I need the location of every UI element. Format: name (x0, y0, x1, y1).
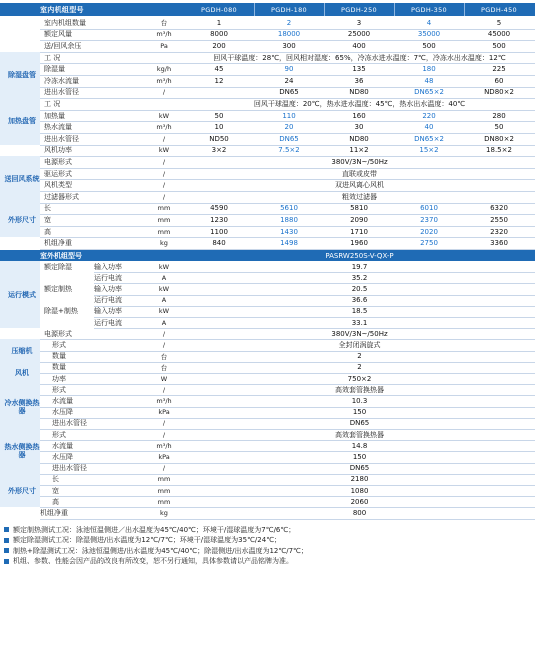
operating-value: 35.2 (351, 273, 368, 282)
operating-metric-label: 运行电流 (94, 318, 122, 327)
row-airflow-value: 8000 (210, 30, 228, 39)
row-airflow-value: 18000 (277, 30, 301, 39)
dehum-condition-label: 工 况 (44, 53, 61, 62)
dims-height-value: 1100 (210, 227, 228, 236)
dehum-flow-unit: m³/h (156, 76, 172, 85)
row-airflow-value: 45000 (487, 30, 511, 39)
cold-hx-flow-label: 水流量 (52, 396, 73, 405)
dehum-pipe-value (184, 87, 254, 99)
operating-mode-label: 额定制热 (44, 284, 72, 293)
outdoor-fan-qty-unit: 台 (160, 363, 168, 372)
operating-row (0, 306, 535, 317)
hot-hx-pipe-value: DN65 (349, 464, 370, 473)
dims-width-value: 2550 (490, 215, 508, 224)
bullet-icon (4, 527, 9, 532)
fan-group-label: 送回风系统 (4, 175, 40, 184)
fan-power-form-label: 电源形式 (44, 157, 72, 166)
heat-flow-value: 10 (214, 123, 224, 132)
row-count-value: 2 (286, 18, 292, 27)
fan-power-value: 15×2 (419, 146, 439, 155)
operating-metric-label: 运行电流 (94, 296, 122, 305)
cold-hx-flow (0, 395, 535, 406)
fan-power-label: 风机功率 (44, 146, 72, 155)
row-airflow-value: 25000 (347, 30, 371, 39)
dehum-pipe-value: DN65×2 (414, 88, 444, 97)
header-separator (254, 3, 255, 16)
indoor-net-weight-value: 3360 (490, 239, 508, 248)
heat-capacity-value: 280 (492, 111, 506, 120)
heat-capacity (0, 110, 535, 122)
compressor-form-value: 全封闭涡旋式 (338, 340, 381, 349)
heat-flow (0, 121, 535, 133)
cold-hx-pipe-value: DN65 (349, 419, 370, 428)
outdoor-power-form-value: 380V/3N~/50Hz (331, 329, 388, 338)
hot-hx-form-label: 形式 (52, 430, 66, 439)
hot-hx-flow-label: 水流量 (52, 441, 73, 450)
hot-hx-pressure-label: 水压降 (52, 452, 73, 461)
footnote-text: 机组、参数、性能会因产品的改良有所改变，恕不另行通知，具体参数请以产品铭牌为准。 (13, 557, 293, 566)
dims-length-label: 长 (44, 204, 51, 213)
model-name: PGDH-350 (410, 5, 447, 14)
dehum-pipe-value: ND80 (349, 88, 369, 97)
compressor-qty (0, 351, 535, 362)
heat-flow-value: 20 (284, 123, 294, 132)
operating-group-label: 运行模式 (8, 290, 36, 299)
heat-condition-label: 工 况 (44, 99, 61, 108)
heat-capacity-value: 220 (422, 111, 436, 120)
heat-condition (0, 98, 535, 110)
operating-metric-label: 输入功率 (94, 284, 122, 293)
heat-capacity-label: 加热量 (44, 111, 65, 120)
cold-hx-group-label: 冷水侧换热器 (4, 398, 40, 415)
fan-drive-form-label: 驱运形式 (44, 169, 72, 178)
row-count-value: 1 (216, 18, 222, 27)
dehum-flow (0, 75, 535, 87)
operating-unit: kW (158, 284, 170, 293)
outdoor-dims-width-unit: mm (157, 486, 171, 495)
outdoor-power-form-unit: / (162, 329, 166, 338)
row-airflow-unit: m³/h (156, 30, 172, 39)
row-airflow-value: 35000 (417, 30, 441, 39)
outdoor-dims-width-value: 1080 (350, 486, 369, 495)
operating-row (0, 283, 535, 294)
dehum-capacity (0, 63, 535, 75)
outdoor-dims-height-value: 2060 (350, 497, 369, 506)
hot-hx-pipe-unit: / (162, 464, 166, 473)
indoor-header-bar (0, 3, 535, 16)
fan-type-value: 双进风离心风机 (335, 181, 384, 190)
indoor-net-weight-value: 2750 (420, 239, 438, 248)
fan-power-value: 11×2 (349, 146, 369, 155)
fan-drive-form-value: 直联或皮带 (342, 169, 377, 178)
header-separator (324, 3, 325, 16)
dehum-capacity-unit: kg/h (156, 65, 172, 74)
footnote (4, 546, 534, 556)
heat-capacity-unit: kW (158, 111, 170, 120)
dims-width-value: 1230 (210, 215, 228, 224)
outdoor-fan-power-label: 功率 (52, 374, 66, 383)
cold-hx-pressure-unit: kPa (158, 408, 170, 417)
outdoor-net-weight-label: 机组净重 (40, 508, 68, 517)
row-pressure-value: 400 (352, 41, 366, 50)
dehum-pipe-value: ND80×2 (484, 88, 514, 97)
compressor-qty-label: 数量 (52, 352, 66, 361)
cold-hx-form-label: 形式 (52, 385, 66, 394)
dehum-pipe-value: DN65 (279, 88, 299, 97)
operating-value: 33.1 (351, 318, 368, 327)
fan-drive-form (0, 168, 535, 180)
dehum-capacity-value: 45 (214, 65, 224, 74)
cold-hx-form-value: 高效套管换热器 (335, 385, 384, 394)
row-airflow-label: 额定风量 (44, 30, 72, 39)
hot-hx-form (0, 429, 535, 440)
dims-height-value: 1430 (280, 227, 298, 236)
dehum-group-label: 除湿盘管 (8, 70, 36, 79)
model-name: PGDH-080 (200, 5, 237, 14)
row-count-value: 5 (496, 18, 502, 27)
fan-type-unit: / (162, 181, 166, 190)
dims-length-value: 5810 (350, 204, 368, 213)
fan-filter-form-label: 过滤器形式 (44, 192, 79, 201)
dims-length-value: 6010 (420, 204, 438, 213)
heat-flow-value: 50 (494, 123, 504, 132)
outdoor-dims-width (0, 485, 535, 496)
dims-height-label: 高 (44, 227, 51, 236)
outdoor-header-label: 室外机组型号 (40, 251, 82, 260)
footnote (4, 535, 534, 545)
operating-metric-label: 输入功率 (94, 307, 122, 316)
heat-pipe-unit: / (162, 134, 166, 143)
hot-hx-pressure (0, 451, 535, 462)
model-name: PGDH-250 (340, 5, 377, 14)
row-pressure-unit: Pa (160, 41, 168, 50)
operating-unit: A (161, 296, 167, 305)
indoor-net-weight-value: 840 (212, 239, 226, 248)
hot-hx-pressure-value: 150 (352, 452, 367, 461)
hot-hx-form-value: 高效套管换热器 (335, 430, 384, 439)
operating-unit: A (161, 318, 167, 327)
outdoor-fan-qty (0, 362, 535, 373)
compressor-group-label: 压缩机 (11, 346, 33, 355)
cold-hx-pressure-label: 水压降 (52, 408, 73, 417)
header-separator (394, 3, 395, 16)
hot-hx-flow (0, 440, 535, 451)
cold-hx-pipe-unit: / (162, 419, 166, 428)
fan-type (0, 179, 535, 191)
row-divider (40, 519, 535, 520)
footnote-text: 制热+除湿测试工况：泳池恒温侧进/出水温度为45℃/40℃；除湿侧进/出水温度为12℃/7℃； (13, 546, 308, 555)
outdoor-power-form (0, 328, 535, 339)
fan-power-value: 7.5×2 (278, 146, 300, 155)
dims-height-value: 1710 (350, 227, 368, 236)
operating-unit: kW (158, 262, 170, 271)
row-pressure-value: 500 (492, 41, 506, 50)
outdoor-fan-group-label: 风机 (15, 368, 29, 377)
dims-height-value: 2320 (490, 227, 508, 236)
operating-value: 18.5 (351, 307, 368, 316)
bullet-icon (4, 559, 9, 564)
dehum-condition (0, 52, 535, 64)
indoor-net-weight-value: 1498 (280, 239, 298, 248)
fan-filter-form-unit: / (162, 192, 166, 201)
fan-power (0, 145, 535, 157)
dims-width (0, 214, 535, 226)
hot-hx-flow-value: 14.8 (351, 441, 368, 450)
outdoor-dims-height (0, 496, 535, 507)
fan-power-value: 3×2 (211, 146, 227, 155)
hot-hx-pipe-label: 进出水管径 (52, 464, 87, 473)
dehum-flow-value: 60 (494, 76, 504, 85)
heat-pipe-value: DN65×2 (414, 134, 444, 143)
heat-group-label: 加热盘管 (8, 117, 36, 126)
model-name: PGDH-450 (480, 5, 517, 14)
dims-height-value: 2020 (420, 227, 438, 236)
row-count-value: 4 (426, 18, 432, 27)
fan-filter-form (0, 191, 535, 203)
fan-type-label: 风机类型 (44, 181, 72, 190)
indoor-net-weight-label: 机组净重 (44, 239, 72, 248)
heat-capacity-value: 110 (282, 111, 296, 120)
heat-pipe-value: DN80×2 (484, 134, 514, 143)
dims-length-value: 4590 (210, 204, 228, 213)
indoor-net-weight-unit: kg (160, 239, 168, 248)
outdoor-fan-qty-label: 数量 (52, 363, 66, 372)
operating-value: 19.7 (351, 262, 368, 271)
footnote-text: 额定除湿测试工况：除湿侧进/出水温度为12℃/7℃；环境干/湿球温度为35℃/24℃； (13, 536, 282, 545)
operating-unit: A (161, 273, 167, 282)
model-name: PGDH-180 (270, 5, 307, 14)
dims-length-unit: mm (157, 204, 171, 213)
dehum-capacity-value: 180 (422, 65, 436, 74)
bullet-icon (4, 548, 9, 553)
dims-width-value: 2090 (350, 215, 368, 224)
row-pressure-value: 500 (422, 41, 436, 50)
row-count-value: 3 (356, 18, 362, 27)
heat-pipe-value: ND80 (349, 134, 369, 143)
dims-length-value: 5610 (280, 204, 298, 213)
fan-power-unit: kW (158, 146, 170, 155)
heat-pipe-value: DN65 (279, 134, 299, 143)
hot-hx-flow-unit: m³/h (156, 441, 172, 450)
outdoor-dims-length-label: 长 (52, 475, 59, 484)
cold-hx-form (0, 384, 535, 395)
row-airflow (0, 29, 535, 41)
operating-mode-label: 额定除湿 (44, 262, 72, 271)
outdoor-dims-width-label: 宽 (52, 486, 59, 495)
operating-metric-label: 运行电流 (94, 273, 122, 282)
hot-hx-form-unit: / (162, 430, 166, 439)
row-pressure-value: 200 (212, 41, 226, 50)
outdoor-header-bar (0, 250, 535, 261)
outdoor-dims-group-label: 外形尺寸 (8, 486, 36, 495)
outdoor-dims-length-unit: mm (157, 475, 171, 484)
dims-length (0, 203, 535, 215)
cold-hx-pipe (0, 418, 535, 429)
compressor-form-unit: / (162, 340, 166, 349)
operating-row (0, 272, 535, 283)
dehum-condition-unit (144, 52, 184, 64)
operating-mode-label: 除湿+制热 (44, 307, 78, 316)
dims-width-unit: mm (157, 215, 171, 224)
fan-power-form-unit: / (162, 157, 166, 166)
fan-drive-form-unit: / (162, 169, 166, 178)
footnote (4, 525, 534, 535)
heat-pipe (0, 133, 535, 145)
outdoor-fan-qty-value: 2 (357, 363, 362, 372)
heat-capacity-value: 160 (352, 111, 366, 120)
cold-hx-pressure-value: 150 (352, 408, 367, 417)
indoor-net-weight-value: 1960 (350, 239, 368, 248)
fan-power-form-value: 380V/3N~/50Hz (331, 157, 388, 166)
outdoor-model-name: PASRW250S-V-QX-P (325, 251, 394, 260)
operating-unit: kW (158, 307, 170, 316)
outdoor-dims-length-value: 2180 (350, 475, 369, 484)
row-count-label: 室内机组数量 (44, 18, 86, 27)
outdoor-power-form-label: 电源形式 (44, 329, 72, 338)
heat-pipe-label: 进出水管径 (44, 134, 79, 143)
dehum-capacity-value: 90 (284, 65, 294, 74)
cold-hx-pipe-label: 进出水管径 (52, 419, 87, 428)
dehum-flow-value: 48 (424, 76, 434, 85)
row-count (0, 17, 535, 29)
fan-power-value: 18.5×2 (486, 146, 512, 155)
operating-row (0, 261, 535, 272)
cold-hx-form-unit: / (162, 385, 166, 394)
bullet-icon (4, 538, 9, 543)
dehum-condition-value: 回风干球温度：28℃，回风相对湿度：65%，冷冻水进水温度：7℃，冷冻水出水温度：12℃ (213, 53, 506, 62)
heat-flow-unit: m³/h (156, 123, 172, 132)
footnote (4, 556, 534, 566)
compressor-qty-value: 2 (357, 352, 362, 361)
outdoor-fan-power (0, 373, 535, 384)
outdoor-net-weight (0, 507, 535, 518)
outdoor-dims-height-unit: mm (157, 497, 171, 506)
indoor-header-label: 室内机组型号 (40, 5, 84, 14)
dehum-pipe-unit: / (162, 88, 166, 97)
compressor-form (0, 339, 535, 350)
fan-filter-form-value: 粗效过滤器 (342, 192, 377, 201)
operating-value: 36.6 (351, 296, 368, 305)
operating-row (0, 295, 535, 306)
operating-row (0, 317, 535, 328)
outdoor-net-weight-unit: kg (160, 508, 168, 517)
cold-hx-flow-unit: m³/h (156, 396, 172, 405)
compressor-form-label: 形式 (52, 340, 66, 349)
dehum-capacity-value: 135 (352, 65, 366, 74)
cold-hx-pressure (0, 407, 535, 418)
dims-group-label: 外形尺寸 (8, 215, 36, 224)
row-count-unit: 台 (160, 19, 168, 28)
dims-width-value: 1880 (280, 215, 298, 224)
dehum-flow-label: 冷冻水流量 (44, 76, 79, 85)
heat-flow-label: 热水流量 (44, 123, 72, 132)
compressor-qty-unit: 台 (160, 352, 168, 361)
outdoor-dims-length (0, 474, 535, 485)
dehum-capacity-label: 除湿量 (44, 65, 65, 74)
dims-height-unit: mm (157, 227, 171, 236)
operating-value: 20.5 (351, 284, 368, 293)
dehum-capacity-value: 225 (492, 65, 506, 74)
header-separator (464, 3, 465, 16)
dims-length-value: 6320 (490, 204, 508, 213)
outdoor-fan-power-unit: W (160, 374, 168, 383)
heat-pipe-value: ND50 (209, 134, 229, 143)
dims-height (0, 226, 535, 238)
heat-capacity-value: 50 (214, 111, 224, 120)
hot-hx-group-label: 热水侧换热器 (4, 443, 40, 460)
dehum-flow-value: 36 (354, 76, 364, 85)
dehum-pipe-label: 进出水管径 (44, 88, 79, 97)
hot-hx-pipe (0, 463, 535, 474)
heat-flow-value: 40 (424, 123, 434, 132)
fan-power-form (0, 156, 535, 168)
row-pressure-label: 送/回风余压 (44, 41, 82, 50)
outdoor-fan-power-value: 750×2 (347, 374, 372, 383)
cold-hx-flow-value: 10.3 (351, 396, 368, 405)
outdoor-dims-height-label: 高 (52, 497, 59, 506)
operating-metric-label: 输入功率 (94, 262, 122, 271)
footnote-text: 额定制热测试工况：泳池恒温侧进／出水温度为45℃/40℃；环境干/湿球温度为7℃/6℃； (13, 525, 296, 534)
row-pressure-value: 300 (282, 41, 296, 50)
dehum-pipe (0, 87, 535, 99)
heat-condition-unit (144, 98, 184, 110)
indoor-net-weight (0, 237, 535, 249)
dehum-flow-value: 24 (284, 76, 294, 85)
row-pressure (0, 40, 535, 52)
hot-hx-pressure-unit: kPa (158, 452, 170, 461)
outdoor-net-weight-value: 800 (352, 508, 367, 517)
heat-flow-value: 30 (354, 123, 364, 132)
dehum-flow-value: 12 (214, 76, 224, 85)
dims-width-value: 2370 (420, 215, 438, 224)
heat-condition-value: 回风干球温度：20℃，热水进水温度：45℃，热水出水温度：40℃ (253, 99, 466, 108)
dims-width-label: 宽 (44, 215, 51, 224)
